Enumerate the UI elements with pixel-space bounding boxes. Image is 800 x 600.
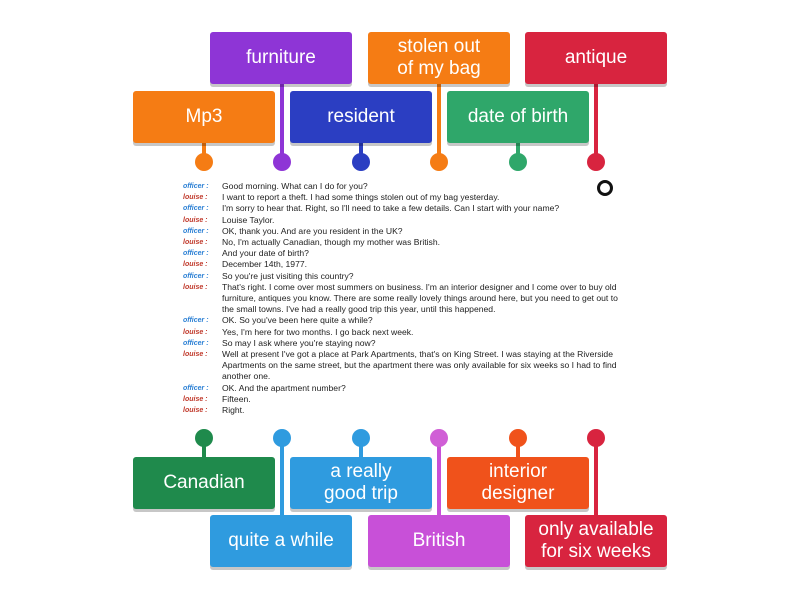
- transcript-line: [183, 203, 623, 214]
- line-text: Yes, I'm here for two months. I go back next week.: [222, 326, 414, 337]
- tile-label: a really good trip: [324, 461, 398, 504]
- pin-stem: [280, 82, 284, 164]
- tile-label: quite a while: [228, 530, 334, 551]
- line-text: So you're just visiting this country?: [222, 270, 354, 281]
- drop-target-dot[interactable]: [430, 153, 448, 171]
- line-text: OK, thank you. And are you resident in the UK?: [222, 225, 403, 236]
- transcript-line: [183, 259, 623, 270]
- speaker-label: officer :: [183, 339, 209, 347]
- line-text: No, I'm actually Canadian, though my mother was British.: [222, 237, 441, 248]
- label-tile-antique[interactable]: [525, 32, 667, 84]
- label-tile-quite-a-while[interactable]: [210, 515, 352, 567]
- drop-target-dot[interactable]: [587, 153, 605, 171]
- drop-target-dot[interactable]: [430, 429, 448, 447]
- speaker-label: louise :: [183, 194, 208, 202]
- transcript-line: [183, 226, 623, 237]
- transcript-line: [183, 315, 623, 326]
- speaker-label: louise :: [183, 283, 208, 291]
- line-text: And your date of birth?: [222, 248, 309, 259]
- transcript-line: [183, 248, 623, 259]
- tile-label: only available for six weeks: [538, 519, 654, 562]
- drop-target-dot[interactable]: [273, 153, 291, 171]
- target-ring-icon[interactable]: [597, 180, 613, 196]
- label-tile-interior-designer[interactable]: [447, 457, 589, 509]
- line-text: Louise Taylor.: [222, 214, 275, 225]
- tile-label: interior designer: [481, 461, 555, 504]
- speaker-label: louise :: [183, 351, 208, 359]
- speaker-label: officer :: [183, 384, 209, 392]
- label-tile-stolen-out-of-my-bag[interactable]: [368, 32, 510, 84]
- drop-target-dot[interactable]: [195, 153, 213, 171]
- label-tile-only-available-for-six-weeks[interactable]: [525, 515, 667, 567]
- pin-stem: [437, 438, 441, 518]
- line-text: OK. And the apartment number?: [222, 382, 346, 393]
- speaker-label: louise :: [183, 407, 208, 415]
- label-tile-a-really-good-trip[interactable]: [290, 457, 432, 509]
- line-text: I'm sorry to hear that. Right, so I'll need to take a few details. Can I start with your name?: [222, 203, 560, 214]
- speaker-label: louise :: [183, 216, 208, 224]
- tile-label: date of birth: [467, 106, 569, 127]
- pin-stem: [280, 438, 284, 518]
- tile-label: Mp3: [185, 106, 223, 127]
- tile-label: stolen out of my bag: [397, 36, 481, 79]
- drop-target-dot[interactable]: [273, 429, 291, 447]
- line-text: I want to report a theft. I had some things stolen out of my bag yesterday.: [222, 192, 500, 203]
- label-tile-british[interactable]: [368, 515, 510, 567]
- tile-label: resident: [327, 106, 395, 127]
- label-tile-mp3[interactable]: [133, 91, 275, 143]
- label-tile-canadian[interactable]: [133, 457, 275, 509]
- transcript-line: [183, 394, 623, 405]
- drop-target-dot[interactable]: [509, 429, 527, 447]
- drop-target-dot[interactable]: [352, 429, 370, 447]
- transcript-line: [183, 383, 623, 394]
- tile-label: British: [412, 530, 466, 551]
- label-tile-date-of-birth[interactable]: [447, 91, 589, 143]
- transcript-line: [183, 271, 623, 282]
- line-text: December 14th, 1977.: [222, 259, 308, 270]
- transcript-line: [183, 349, 623, 383]
- dialogue-transcript: [183, 181, 623, 416]
- drop-target-dot[interactable]: [352, 153, 370, 171]
- transcript-line: [183, 181, 623, 192]
- transcript-line: [183, 338, 623, 349]
- drop-target-dot[interactable]: [509, 153, 527, 171]
- line-text: So may I ask where you're staying now?: [222, 337, 376, 348]
- transcript-line: [183, 237, 623, 248]
- label-tile-resident[interactable]: [290, 91, 432, 143]
- transcript-line: [183, 282, 623, 316]
- speaker-label: officer :: [183, 272, 209, 280]
- transcript-line: [183, 327, 623, 338]
- speaker-label: louise :: [183, 328, 208, 336]
- line-text: Well at present I've got a place at Park Apartments, that's on King Street. I was staying at the Riverside Apartments on the same street, but the apartment there was only available for six weeks so I had to find another one.: [222, 349, 617, 382]
- label-tile-furniture[interactable]: [210, 32, 352, 84]
- speaker-label: louise :: [183, 395, 208, 403]
- speaker-label: officer :: [183, 205, 209, 213]
- speaker-label: officer :: [183, 250, 209, 258]
- line-text: OK. So you've been here quite a while?: [222, 315, 373, 326]
- speaker-label: louise :: [183, 239, 208, 247]
- transcript-line: [183, 405, 623, 416]
- speaker-label: louise :: [183, 261, 208, 269]
- tile-label: antique: [564, 47, 628, 68]
- pin-stem: [437, 82, 441, 164]
- line-text: Right.: [222, 405, 245, 416]
- pin-stem: [594, 82, 598, 164]
- speaker-label: officer :: [183, 227, 209, 235]
- line-text: Fifteen.: [222, 393, 251, 404]
- speaker-label: officer :: [183, 317, 209, 325]
- line-text: That's right. I come over most summers on business. I'm an interior designer and I come over to buy old furniture, antiques you know. There are some really lovely things around here, but you need to get out to the small towns. I've had a really good trip this year, until this happened.: [222, 281, 618, 315]
- transcript-line: [183, 215, 623, 226]
- transcript-line: [183, 192, 623, 203]
- speaker-label: officer :: [183, 183, 209, 190]
- drop-target-dot[interactable]: [587, 429, 605, 447]
- pin-stem: [594, 438, 598, 518]
- line-text: Good morning. What can I do for you?: [222, 181, 368, 191]
- drop-target-dot[interactable]: [195, 429, 213, 447]
- tile-label: furniture: [246, 47, 316, 68]
- tile-label: Canadian: [163, 472, 245, 493]
